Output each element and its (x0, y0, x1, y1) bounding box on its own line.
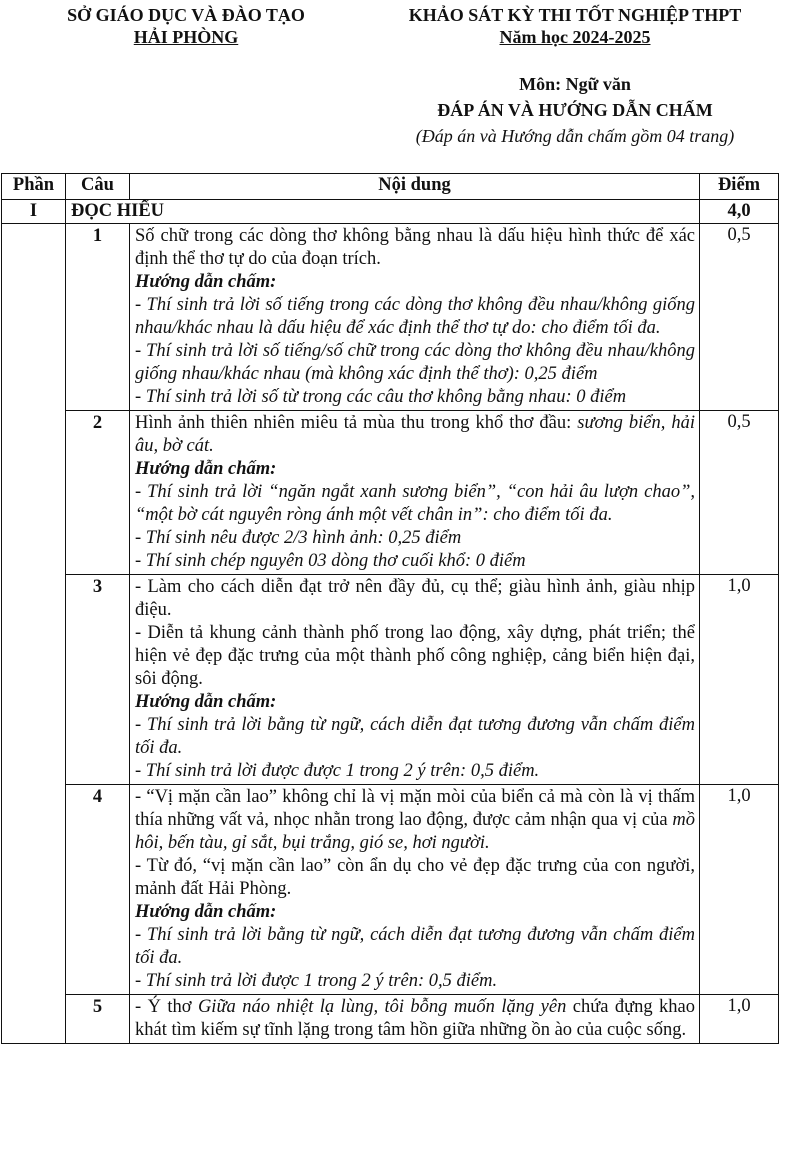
answer-text-plain: - “Vị mặn cần lao” không chỉ là vị mặn mòi của biển cả mà còn là vị thấm thía những vất vả, nhọc nhằn trong lao động, được cảm nhận qua vị của (135, 787, 695, 830)
guide-item: - Thí sinh trả lời bằng từ ngữ, cách diễn đạt tương đương vẫn chấm điểm tối đa. (135, 925, 695, 968)
answer-content (130, 224, 700, 411)
table-row (2, 995, 779, 1044)
answer-text-plain: Hình ảnh thiên nhiên miêu tả mùa thu trong khổ thơ đầu: (135, 413, 578, 433)
answer-content (130, 411, 700, 575)
question-number: 3 (66, 575, 130, 785)
answer-content (130, 575, 700, 785)
question-number: 1 (66, 224, 130, 411)
answer-text (135, 786, 695, 855)
document-title: ĐÁP ÁN VÀ HƯỚNG DẪN CHẤM (437, 100, 713, 120)
exam-title: KHẢO SÁT KỲ THI TỐT NGHIỆP THPT (408, 5, 742, 25)
table-row (2, 224, 779, 411)
guide-item: - Thí sinh nêu được 2/3 hình ảnh: 0,25 điểm (135, 528, 462, 548)
org-line-1: SỞ GIÁO DỤC VÀ ĐÀO TẠO (67, 5, 305, 25)
page-count-note: (Đáp án và Hướng dẫn chấm gồm 04 trang) (415, 126, 735, 146)
guide-item: - Thí sinh trả lời “ngăn ngắt xanh sương biển”, “con hải âu lượn chao”, “một bờ cát nguyên ròng ánh một vết chân in”: cho điểm tối đa. (135, 482, 695, 525)
answer-text (135, 996, 695, 1042)
guide-item: - Thí sinh trả lời được được 1 trong 2 ý trên: 0,5 điểm. (135, 761, 540, 781)
grading-guide-label: Hướng dẫn chấm: (135, 459, 277, 479)
table-row (2, 411, 779, 575)
section-part: I (2, 200, 66, 224)
section-row (2, 200, 779, 224)
answer-text-plain: - Ý thơ (135, 997, 198, 1017)
question-score: 1,0 (700, 575, 779, 785)
table-row (2, 575, 779, 785)
guide-item: - Thí sinh trả lời số tiếng/số chữ trong các dòng thơ không đều nhau/không giống nhau/khác nhau (mà không xác định thể thơ): 0,25 điểm (135, 341, 695, 384)
question-score: 1,0 (700, 995, 779, 1044)
table-header-row (2, 174, 779, 200)
question-number: 2 (66, 411, 130, 575)
column-header-content: Nội dung (130, 174, 700, 200)
answer-text: Số chữ trong các dòng thơ không bằng nhau là dấu hiệu hình thức để xác định thể thơ tự do của đoạn trích. (135, 226, 695, 269)
answer-text-italic: mồ hôi, bến tàu, gỉ sắt, bụi trắng, gió se, hơi người. (135, 810, 695, 853)
answer-text-plain: chứa đựng khao khát tìm kiếm sự tĩnh lặng trong tâm hồn giữa những ồn ào của cuộc sống. (135, 997, 695, 1040)
answer-text: - Từ đó, “vị mặn cần lao” còn ẩn dụ cho vẻ đẹp đặc trưng của con người, mảnh đất Hải Phòng. (135, 856, 695, 899)
guide-item: - Thí sinh trả lời số tiếng trong các dòng thơ không đều nhau/không giống nhau/khác nhau là dấu hiệu để xác định thể thơ tự do: cho điểm tối đa. (135, 295, 695, 338)
question-score: 0,5 (700, 411, 779, 575)
column-header-score: Điểm (700, 174, 779, 200)
table-row (2, 785, 779, 995)
school-year: Năm học 2024-2025 (499, 27, 651, 47)
answer-content (130, 995, 700, 1044)
guide-item: - Thí sinh trả lời được 1 trong 2 ý trên: 0,5 điểm. (135, 971, 498, 991)
issuing-authority (6, 4, 366, 48)
subject-name: Môn: Ngữ văn (519, 74, 631, 94)
part-cell-empty (2, 224, 66, 1044)
answer-text-italic: Giữa náo nhiệt lạ lùng, tôi bỗng muốn lặng yên (197, 997, 567, 1017)
subject-block (340, 71, 800, 149)
answer-text (135, 412, 695, 458)
answer-text-italic: sương biển, hải âu, bờ cát. (135, 413, 695, 456)
question-score: 0,5 (700, 224, 779, 411)
column-header-part: Phần (2, 174, 66, 200)
exam-heading (340, 4, 800, 48)
section-title: ĐỌC HIỂU (66, 200, 700, 224)
question-number: 4 (66, 785, 130, 995)
guide-item: - Thí sinh trả lời số từ trong các câu thơ không bằng nhau: 0 điểm (135, 387, 627, 407)
grading-guide-label: Hướng dẫn chấm: (135, 692, 277, 712)
question-score: 1,0 (700, 785, 779, 995)
guide-item: - Thí sinh trả lời bằng từ ngữ, cách diễn đạt tương đương vẫn chấm điểm tối đa. (135, 715, 695, 758)
org-line-2: HẢI PHÒNG (133, 27, 239, 47)
answer-text: - Diễn tả khung cảnh thành phố trong lao động, xây dựng, phát triển; thể hiện vẻ đẹp đặc trưng của một thành phố công nghiệp, cảng biển hiện đại, sôi động. (135, 623, 695, 689)
grading-guide-label: Hướng dẫn chấm: (135, 272, 277, 292)
answer-key-table (1, 173, 779, 1044)
question-number: 5 (66, 995, 130, 1044)
answer-text: - Làm cho cách diễn đạt trở nên đầy đủ, cụ thể; giàu hình ảnh, giàu nhịp điệu. (135, 577, 695, 620)
grading-guide-label: Hướng dẫn chấm: (135, 902, 277, 922)
guide-item: - Thí sinh chép nguyên 03 dòng thơ cuối khổ: 0 điểm (135, 551, 526, 571)
column-header-question: Câu (66, 174, 130, 200)
answer-content (130, 785, 700, 995)
section-score: 4,0 (700, 200, 779, 224)
